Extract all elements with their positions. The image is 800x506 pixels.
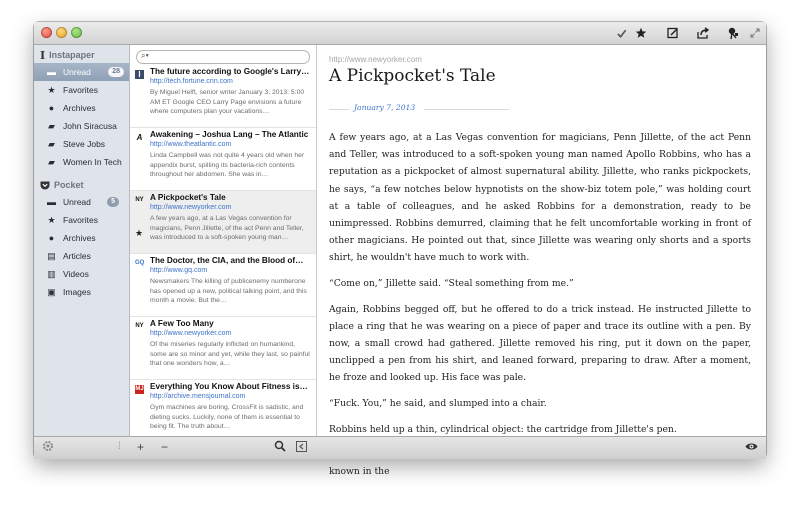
sidebar-resize-handle[interactable]: ⁞ [118,441,121,452]
compose-icon [667,27,679,39]
gear-icon [42,440,54,452]
add-button[interactable]: + [137,440,145,454]
sidebar-item-folder-women-in-tech[interactable]: ▰ Women In Tech [34,153,129,171]
eye-icon [745,442,758,451]
star-icon [635,27,647,39]
article-dateline [329,103,509,115]
fullscreen-button[interactable] [746,24,764,42]
collapse-panel-icon [296,441,307,452]
source-list [34,45,130,436]
search-icon [274,440,286,452]
article-paragraph: “Come on,” Jillette said. “Steal something from me.” [329,278,574,290]
check-circle-icon: ● [48,233,55,243]
site-favicon: MJ [135,386,144,392]
list-item[interactable]: GQ The Doctor, the CIA, and the Blood of… http://www.gq.com Newsmakers The killing of publicenemy numberone has opened up a new, political talking point, and this month a movie. But the… [130,254,316,317]
site-favicon: I [135,70,144,79]
article-source-url[interactable]: http://www.newyorker.com [329,55,422,64]
list-item[interactable]: NY A Few Too Many http://www.newyorker.com Of the miseries regularly inflicted on humankind, some are so minor and yet, while they last, so painful that one wonders how, a… [130,317,316,380]
check-circle-icon: ● [48,103,55,113]
pocket-pin-icon [727,27,739,40]
sidebar-item-pocket-archives[interactable]: ● Archives [34,229,129,247]
share-icon [697,27,710,39]
favorite-button[interactable] [632,24,650,42]
sidebar-item-pocket-images[interactable]: ▣ Images [47,286,91,297]
minimize-window-button[interactable] [56,27,67,38]
article-paragraph: Again, Robbins begged off, but he offered to do a trick instead. He instructed Jillette to place a ring that he was wearing on a piece of paper and trace its outline with a pen. By now, a small crowd had gathered. Jillette removed his ring, put it down on the paper, unclipped a pen from his shirt, and leaned forward, preparing to draw. After a moment, he froze and looked up. His face was pale. [329,303,751,384]
site-favicon: NY [135,323,144,329]
unread-count-badge: 5 [107,197,119,207]
divider [424,109,509,110]
sidebar-item-instapaper-archives[interactable]: ● Archives [34,99,129,117]
sidebar-item-pocket-articles[interactable]: ▤ Articles [47,250,91,261]
article-paragraph: A few years ago, at a Las Vegas convention for magicians, Penn Jillette, of the act Penn and Teller, was introduced to a soft-spoken young man named Apollo Robbins, who has a reputation as a pickpocket of almost supernatural ability. Jillette, who ranks pickpockets, he says, “a few notches below hypnotists on the show-biz totem pole,” was holding court at a table of colleagues, and he asked Robbins for a demonstration, ready to be unimpressed. Robbins demurred, claiming that he felt uncomfortable working in front of other magicians. He pointed out that, since Jillette was wearing only shorts and a sports shirt, he wouldn't have much to work with. [329,132,751,264]
pocket-pin-button[interactable] [724,24,742,42]
site-favicon: NY [135,197,144,203]
sidebar-item-instapaper-unread[interactable]: ▬ Unread 28 [34,63,129,81]
article-date: January 7, 2013 [354,103,416,112]
app-window [34,22,766,478]
list-item-selected[interactable]: NY ★ A Pickpocket's Tale http://www.newyorker.com A few years ago, at a Las Vegas convention for magicians, Penn Jillette, of the act Penn and Teller, was introduced to a soft-spoken young man… [130,191,316,254]
instapaper-logo-icon: I [40,48,46,62]
folder-icon: ▰ [48,138,55,149]
pocket-logo-icon [40,181,50,190]
search-icon: ⌕▾ [141,51,149,60]
folder-icon: ▰ [48,156,55,167]
site-favicon: GQ [135,260,145,266]
inbox-icon: ▬ [47,197,56,207]
article-paragraph: Robbins held up a thin, cylindrical object: the cartridge from Jillette's pen. [329,423,677,435]
title-bar [34,22,766,45]
sidebar-item-folder-steve-jobs[interactable]: ▰ Steve Jobs [34,135,129,153]
search-button[interactable] [274,440,286,455]
remove-button[interactable]: − [161,440,169,454]
sidebar-item-folder-john-siracusa[interactable]: ▰ John Siracusa [34,117,129,135]
divider [329,109,349,110]
compose-button[interactable] [664,24,682,42]
article-title: A Pickpocket's Tale [329,66,496,86]
site-favicon: A [136,133,143,142]
image-icon: ▣ [47,286,56,297]
sidebar-item-instapaper-favorites[interactable]: ★ Favorites [47,84,98,95]
zoom-window-button[interactable] [71,27,82,38]
archive-button[interactable] [612,24,630,42]
checkmark-icon [616,28,627,39]
share-button[interactable] [694,24,712,42]
settings-gear-button[interactable] [42,440,54,455]
sidebar-item-pocket-favorites[interactable]: ★ Favorites [47,214,98,225]
document-icon: ▤ [47,250,56,261]
reading-mode-button[interactable] [745,442,758,454]
article-list [130,45,317,436]
unread-count-badge: 28 [108,67,124,77]
pocket-section-header: Pocket [40,178,84,192]
list-item[interactable]: I The future according to Google's Larry… http://tech.fortune.cnn.com By Miguel Helft, senior writer January 3, 2013: 5:00 AM ET Google CEO Larry Page envisions a future where computers plan your vacations… [130,65,316,128]
close-window-button[interactable] [41,27,52,38]
favorited-star-icon: ★ [135,228,144,238]
sidebar-item-pocket-videos[interactable]: ▥ Videos [47,268,89,279]
instapaper-section-header: I Instapaper [40,48,95,62]
article-reader [317,45,766,478]
star-icon: ★ [47,214,56,225]
article-paragraph: known in the [329,466,390,478]
star-icon: ★ [47,84,56,95]
bottom-bar [34,436,766,459]
fullscreen-icon [750,28,760,38]
collapse-list-button[interactable] [296,441,307,455]
article-body [329,129,751,489]
list-item[interactable]: MJ Everything You Know About Fitness is… http://archive.mensjournal.com Gym machines are boring, CrossFit is sadistic, and dieting sucks. Luckily, none of them is essential to being fit. The truth about… [130,380,316,443]
search-input[interactable] [136,50,310,64]
sidebar-item-pocket-unread[interactable]: ▬ Unread 5 [34,193,129,211]
inbox-icon: ▬ [47,67,56,77]
film-icon: ▥ [47,268,56,279]
list-item[interactable]: A Awakening – Joshua Lang – The Atlantic http://www.theatlantic.com Linda Campbell was not quite 4 years old when her appendix burst, spilling its bacteria-rich contents throughout her abdomen. She was in… [130,128,316,191]
folder-icon: ▰ [48,120,55,131]
article-paragraph: “Fuck. You,” he said, and slumped into a chair. [329,398,547,410]
